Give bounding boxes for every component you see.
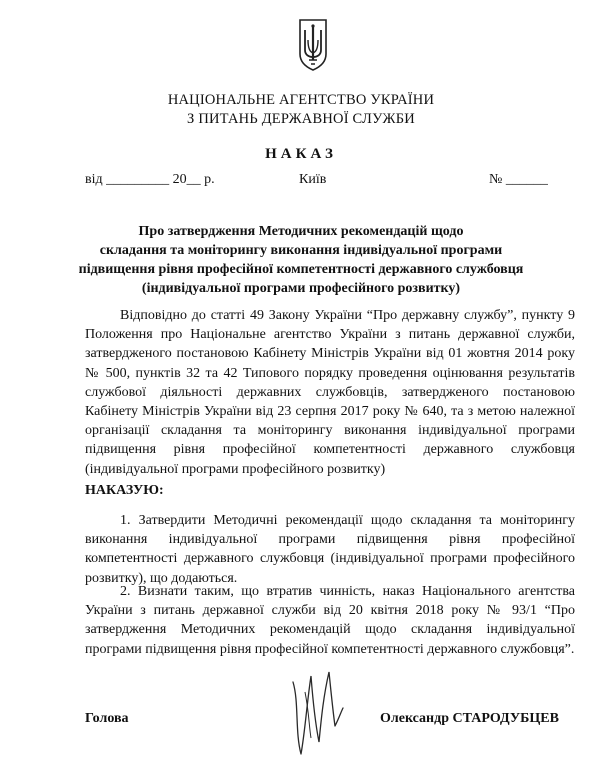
signatory-name: Олександр СТАРОДУБЦЕВ — [380, 711, 559, 726]
trident-emblem-icon — [298, 18, 328, 72]
agency-name-line2: З ПИТАНЬ ДЕРЖАВНОЇ СЛУЖБИ — [187, 111, 415, 127]
subject-line: складання та моніторингу виконання індивідуальної програми — [99, 243, 503, 258]
order-date: від _________ 20__ р. — [85, 172, 215, 187]
decree-heading: НАКАЗУЮ: — [85, 483, 164, 498]
signatory-role: Голова — [85, 711, 129, 726]
order-city: Київ — [299, 172, 327, 187]
order-item: 2. Визнати таким, що втратив чинність, наказ Національного агентства України з питань державної служби від 20 квітня 2018 року № 93/1 “Про затвердження Методичних рекомендацій щодо складання індивідуальної програми підвищення рівня професійної компетентності державного службовця”. — [85, 584, 575, 657]
subject-line: (індивідуальної програми професійного розвитку) — [141, 281, 461, 296]
preamble-paragraph: Відповідно до статті 49 Закону України “Про державну службу”, пункту 9 Положення про Національне агентство України з питань державної служби, затвердженого постановою Кабінету Міністрів України від 01 жовтня 2014 року № 500, пунктів 32 та 42 Типового порядку проведення оцінювання результатів службової діяльності державних службовців, затвердженого постановою Кабінету Міністрів України від 23 серпня 2017 року № 640, та з метою належної організації складання та моніторингу виконання індивідуальної програми підвищення рівня професійної компетентності державного службовця (індивідуальної програми професійного розвитку) — [85, 308, 575, 477]
agency-name-line1: НАЦІОНАЛЬНЕ АГЕНТСТВО УКРАЇНИ — [167, 92, 435, 108]
subject-line: Про затвердження Методичних рекомендацій щодо — [138, 224, 464, 239]
order-number: № ______ — [489, 172, 548, 187]
order-subject — [0, 222, 602, 298]
subject-line: підвищення рівня професійної компетентності державного службовця — [78, 262, 524, 277]
handwritten-signature — [285, 662, 345, 758]
order-item: 1. Затвердити Методичні рекомендації щодо складання та моніторингу виконання індивідуальної програми підвищення рівня професійної компетентності державного службовця (індивідуальної програми професійного розвитку), що додаються. — [85, 513, 575, 586]
order-title: НАКАЗ — [265, 146, 337, 162]
